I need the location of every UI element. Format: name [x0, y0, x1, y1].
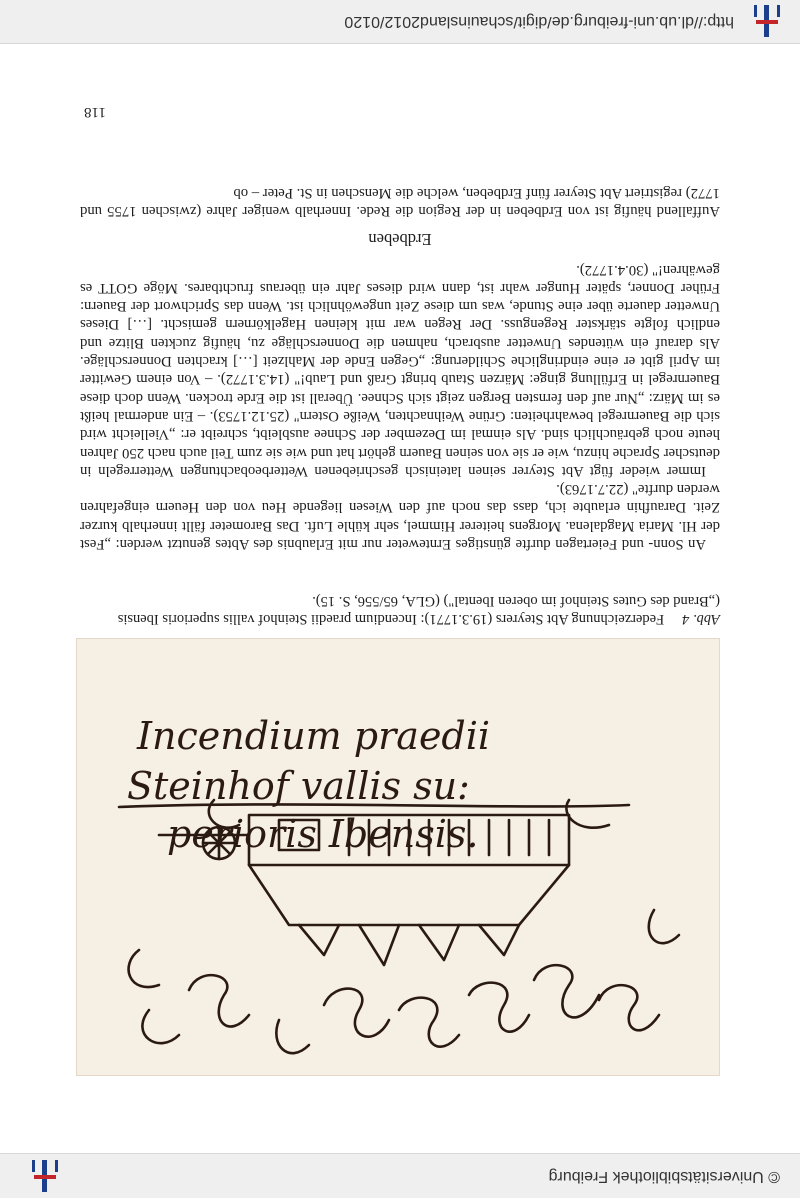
figure-pen-drawing — [76, 638, 720, 1076]
body-paragraph-3: Auffallend häufig ist von Erdbeben in der Region die Rede. Innerhalb weniger Jahre (zwischen 1755 und 1772) registriert Abt Steyrer fünf Erdbeben, welche die Menschen in St. Peter – ob — [80, 184, 720, 219]
body-paragraph-2: Immer wieder fügt Abt Steyrer seinen lateinisch geschriebenen Wetterbeobachtungen Wetterregeln in deutscher Sprache hinzu, wie er sie von seinen Bauern gehört hat und wie sie zum Teil auch nach 250 Jahren heute noch gebräuchlich sind. Als einmal im Dezember der Schnee ausbleibt, schreibt er: „Vielleicht wird sich die Bauernregel bewahrheiten: Grüne Weihnachten, Weiße Ostern" (25.12.1753). – Ein andermal heißt es im März: „Nur auf den fernsten Bergen zeigt sich Schnee. Überall ist die Erde trocken. Wenn doch diese Bauernregel in Erfüllung ginge: Märzen Staub bringt Graß und Laub!" (14.3.1772). – Von einem Gewitter im April gibt er eine eindringliche Schilderung: „Gegen Ende der Mahlzeit […] krachten Donnerschläge. Als darauf ein wütendes Unwetter ausbrach, nahmen die Donnerschläge zu, häufig zuckten Blitze und endlich folgte stärkster Regenguss. Der Regen war mit kleinen Hagelkörnern gemischt. […] Dieses Unwetter dauerte über eine Stunde, was um diese Zeit ungewöhnlich ist. Wenn das Sprichwort der Bauern: Früher Donner, später Hunger wahr ist, dann wird dieses Jahr ein überaus fruchtbares. Möge GOTT es gewähren!" (30.4.1772). — [80, 261, 720, 479]
pen-drawing-illustration — [77, 639, 719, 1075]
viewer-top-bar — [0, 1153, 800, 1198]
handwriting-line-1: Incendium praedii — [137, 714, 491, 758]
university-logo-icon — [30, 1160, 60, 1192]
handwriting-line-3: perioris Ibensis. — [167, 812, 479, 856]
figure-caption — [80, 592, 720, 628]
caption-text: Federzeichnung Abt Steyrers (19.3.1771): Incendium praedii Steinhof vallis superioris Ibensis („Brand des Gutes Steinhof im oberen Ibental") (GLA, 65/556, S. 15). — [117, 593, 720, 627]
article-body — [80, 183, 720, 553]
handwriting-line-2: Steinhof vallis su: — [127, 764, 470, 808]
document-url-link[interactable]: http://dl.ub.uni-freiburg.de/digit/schauinsland2012/0120 — [344, 13, 734, 30]
section-heading: Erdbeben — [368, 230, 432, 250]
university-logo-icon-bottom — [752, 5, 782, 37]
library-credit: © Universitätsbibliothek Freiburg — [548, 1168, 780, 1185]
body-paragraph-1: An Sonn- und Feiertagen durfte günstiges Ernteweter nur mit Erlaubnis des Abtes genutzt werden: „Fest der Hl. Maria Magdalena. Morgens heiterer Himmel, sehr kühle Luft. Das Barometer fällt innerhalb kurzer Zeit. Daraufhin erlaubte ich, dass das noch auf den Wiesen liegende Heu von den Heuern eingefahren werden durfte" (22.7.1763). — [80, 481, 720, 552]
viewer-url-bar[interactable] — [0, 0, 800, 44]
page-number: 118 — [84, 104, 106, 120]
caption-label: Abb. 4 — [682, 611, 720, 627]
